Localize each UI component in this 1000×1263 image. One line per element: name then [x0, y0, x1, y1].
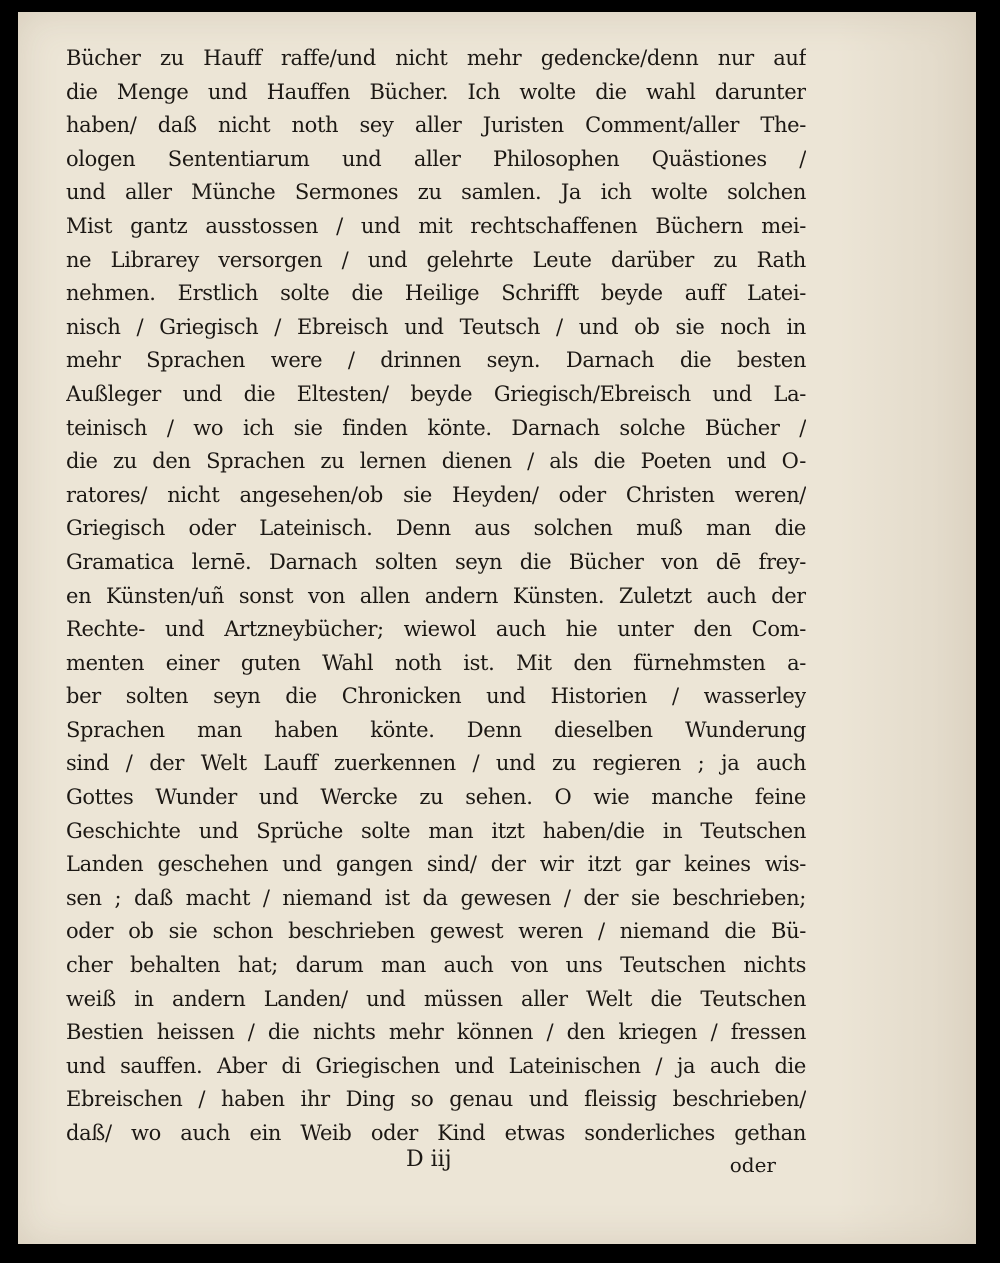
text-line: ologen Sententiarum und aller Philosophen Quästiones /: [66, 146, 806, 171]
text-line: Sprachen man haben könte. Denn dieselben Wunderung: [66, 717, 806, 742]
text-line: menten einer guten Wahl noth ist. Mit den fürnehmsten a-: [66, 650, 806, 675]
signature-mark: D iij: [406, 1147, 452, 1172]
text-line: oder ob sie schon beschrieben gewest weren / niemand die Bü-: [66, 919, 806, 944]
text-line: cher behalten hat; darum man auch von uns Teutschen nichts: [66, 953, 806, 978]
text-line: nehmen. Erstlich solte die Heilige Schrifft beyde auff Latei-: [66, 281, 806, 306]
text-line: ber solten seyn die Chronicken und Historien / wasserley: [66, 684, 806, 709]
text-line: weiß in andern Landen/ und müssen aller Welt die Teutschen: [66, 986, 806, 1011]
text-line: die zu den Sprachen zu lernen dienen / als die Poeten und O-: [66, 449, 806, 474]
text-line: Ebreischen / haben ihr Ding so genau und fleissig beschrieben/: [66, 1087, 806, 1112]
text-line: daß/ wo auch ein Weib oder Kind etwas sonderliches gethan: [66, 1121, 806, 1145]
text-line: sind / der Welt Lauff zuerkennen / und zu regieren ; ja auch: [66, 751, 806, 776]
text-line: Landen geschehen und gangen sind/ der wir itzt gar keines wis-: [66, 852, 806, 877]
text-line: und sauffen. Aber di Griegischen und Lateinischen / ja auch die: [66, 1053, 806, 1078]
text-line: Bestien heissen / die nichts mehr können / den kriegen / fressen: [66, 1020, 806, 1045]
text-line: Gottes Wunder und Wercke zu sehen. O wie manche feine: [66, 785, 806, 810]
text-line: nisch / Griegisch / Ebreisch und Teutsch / und ob sie noch in: [66, 314, 806, 339]
text-line: Außleger und die Eltesten/ beyde Griegisch/Ebreisch und La-: [66, 381, 806, 406]
text-line: Bücher zu Hauff raffe/und nicht mehr gedencke/denn nur auf: [66, 46, 806, 70]
text-line: teinisch / wo ich sie finden könte. Darnach solche Bücher /: [66, 415, 806, 440]
page-shading: [836, 12, 976, 1244]
text-line: Mist gantz ausstossen / und mit rechtschaffenen Büchern mei-: [66, 213, 806, 238]
text-line: und aller Münche Sermones zu samlen. Ja ich wolte solchen: [66, 180, 806, 205]
text-line: Gramatica lernē. Darnach solten seyn die Bücher von dē frey-: [66, 549, 806, 574]
book-page: [18, 12, 976, 1244]
text-line: haben/ daß nicht noth sey aller Juristen Comment/aller The-: [66, 113, 806, 138]
text-line: en Künsten/uñ sonst von allen andern Künsten. Zuletzt auch der: [66, 583, 806, 608]
text-line: Rechte- und Artzneybücher; wiewol auch hie unter den Com-: [66, 617, 806, 642]
text-line: sen ; daß macht / niemand ist da gewesen / der sie beschrieben;: [66, 885, 806, 910]
text-line: mehr Sprachen were / drinnen seyn. Darnach die besten: [66, 348, 806, 373]
text-line: ne Librarey versorgen / und gelehrte Leute darüber zu Rath: [66, 247, 806, 272]
catchword: oder: [729, 1153, 776, 1177]
text-line: die Menge und Hauffen Bücher. Ich wolte die wahl darunter: [66, 79, 806, 104]
page-footer: [66, 1147, 806, 1181]
text-line: Griegisch oder Lateinisch. Denn aus solchen muß man die: [66, 516, 806, 541]
text-line: Geschichte und Sprüche solte man itzt haben/die in Teutschen: [66, 818, 806, 843]
page-text-block: [66, 42, 806, 1151]
text-line: ratores/ nicht angesehen/ob sie Heyden/ oder Christen weren/: [66, 482, 806, 507]
